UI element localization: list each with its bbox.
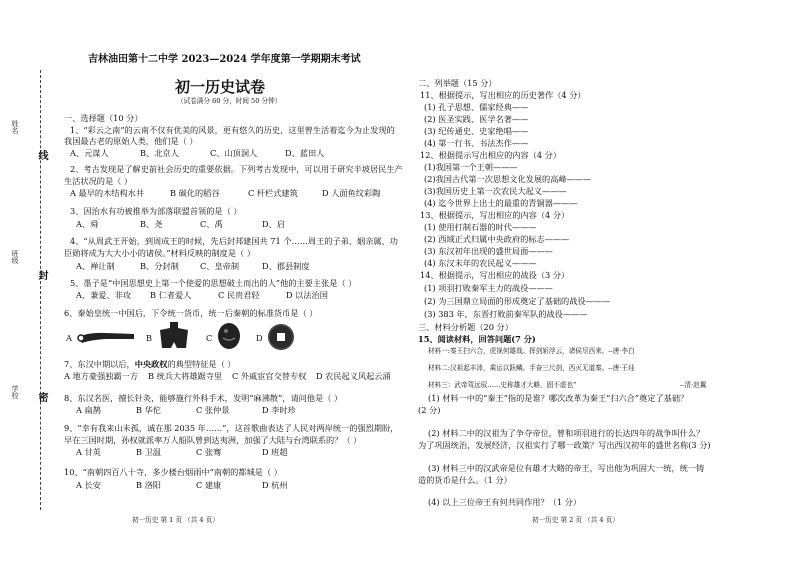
q2-option-a: A 最早的木结构水井 [70, 188, 145, 198]
q15-material3-source: --清·赵翼 [680, 381, 707, 389]
q3-option-a: A、舜 [76, 219, 99, 229]
seal-mark-seal: 封 [36, 270, 47, 280]
q10-stem: 10、“南朝四百八十寺，多少楼台烟雨中”南朝的都城是（ ） [64, 467, 282, 477]
q15-sub3-line2: 造的货币是什么。（1 分） [418, 475, 512, 485]
q15-sub2-line2: 为了巩固统治，发展经济，汉祖实行了哪一政策？写出西汉初年的盛世名称(3 分) [418, 440, 711, 450]
q9-stem-line1: 9、“幸有我来山未孤，诚在那 2035 年……”，这首歌曲表达了人民对两岸统一的强烈期盼， [64, 423, 399, 433]
q15-sub4: (4) 以上三位帝王有何共同作用？（1 分） [428, 497, 582, 507]
q7-stem-part2: 的典型特征是（ ） [167, 359, 236, 369]
q11-item-3: (3) 纪传通史、史家绝唱—— [424, 126, 529, 136]
page1-footer: 初一历史 第 1 页 （共 4 页） [132, 516, 219, 524]
q9-option-c: C 张骞 [196, 447, 222, 457]
q7-stem-part1: 7、东汉中期以后， [64, 359, 135, 369]
q2-stem-line2: 生活状况的是（ ） [64, 176, 133, 186]
q6-option-c-label: C [206, 333, 213, 343]
q4-stem-line1: 4、“从周武王开始，到周成王的时候，先后封邦建国共 71 个……周王的子弟、姻亲属、功 [70, 236, 398, 246]
q12-item-4: (4) 迄今世界上出土的最重的青铜器——— [424, 198, 578, 208]
q14-item-2: (2) 为三国鼎立局面的形成奠定了基础的战役——— [424, 296, 611, 306]
q15-sub3-line1: (3) 材料三中的汉武帝是位有雄才大略的帝王，写出他为巩固大一统，统一铸 [428, 463, 705, 473]
q13-item-4: (4) 东汉末年的农民起义——— [424, 258, 537, 268]
q1-stem-line2: 我国最古老的原始人类，他们是（ ） [64, 136, 198, 146]
q12-item-1: (1)我国第一个王朝——— [424, 162, 518, 172]
q10-option-b: B 洛阳 [136, 480, 161, 490]
q5-option-a: A、兼爱、非攻 [76, 290, 132, 300]
q11-stem: 11、根据提示，写出相应的历史著作（4 分） [420, 90, 586, 100]
q15-sub1-line1: (1) 材料一中的“秦王”指的是谁？哪次改革为秦王“扫六合”奠定了基础？ [428, 393, 689, 403]
q13-item-1: (1) 使用打制石器的时代——— [424, 222, 537, 232]
q9-option-d: D 班超 [262, 447, 288, 457]
q7-option-c: C 外戚宦官交替专权 [232, 371, 307, 381]
q6-option-b-label: B [146, 333, 153, 343]
q3-option-b: B、尧 [140, 219, 163, 229]
q4-option-b: B、分封制 [140, 261, 179, 271]
q10-option-d: D 杭州 [262, 480, 288, 490]
class-label: 班级 [11, 250, 19, 264]
q7-option-b: B 统兵大将雄踞寺里 [148, 371, 223, 381]
q14-stem: 14、根据提示，写出相应的战役（3 分） [420, 270, 570, 280]
q7-stem-bold: 中央政权 [134, 359, 168, 369]
q9-option-b: B 卫温 [136, 447, 161, 457]
seal-mark-line: 线 [36, 150, 47, 160]
q12-item-3: (3)我国历史上第一次农民大起义——— [424, 186, 567, 196]
q11-item-2: (2) 医圣实践、医学名著—— [424, 114, 529, 124]
q10-option-c: C 建康 [196, 480, 222, 490]
q15-material2: 材料二:汉祖起丰沛，乘运以跃鳞。手奋三尺剑，西灭无道秦。--唐·王珪 [428, 364, 635, 372]
seal-mark-secret: 密 [36, 392, 47, 402]
q10-option-a: A 长安 [76, 480, 101, 490]
q12-item-2: (2)我国古代第一次思想文化发展的高峰——— [424, 174, 592, 184]
q1-option-c: C、山顶洞人 [210, 148, 258, 158]
q8-option-a: A 扁鹊 [76, 405, 101, 415]
q13-item-2: (2) 西域正式归属中央政府的标志——— [424, 234, 570, 244]
school-label: 学校 [11, 385, 19, 399]
q8-option-c: C 张仲景 [196, 405, 230, 415]
q3-stem: 3、因治水有功被推举为部落联盟首领的是（ ） [70, 206, 242, 216]
q5-option-d: D 以法治国 [286, 290, 328, 300]
knife-coin-icon [76, 326, 138, 346]
q1-option-d: D、蓝田人 [285, 148, 325, 158]
q8-option-b: B 华佗 [136, 405, 161, 415]
q5-stem: 5、墨子是“中国思想史上第一个使爱的思想破土而出的人”他的主要主张是（ ） [70, 278, 357, 288]
q8-option-d: D 李时珍 [262, 405, 296, 415]
q4-stem-line2: 臣勋将成为大大小小的诸侯。”材料反映的制度是（ ） [64, 248, 256, 258]
q6-stem: 6、秦始皇统一中国后，下令统一货币，统一后秦朝的标准货币是（ ） [64, 308, 318, 318]
q5-option-b: B 仁者爱人 [150, 290, 192, 300]
exam-title: 初一历史试卷 [175, 78, 266, 96]
q4-option-c: C、皇帝制 [200, 261, 240, 271]
section3-heading: 三、材料分析题（20 分） [418, 322, 513, 332]
q3-option-d: D、启 [262, 219, 285, 229]
q1-option-b: B、北京人 [140, 148, 179, 158]
q8-stem: 8、东汉名医，擅长针灸，能够施行外科手术，发明“麻沸散”，请问他是（ ） [64, 393, 343, 403]
q15-material1: 材料一:秦王扫六合，虎视何雄哉。挥剑斩浮云，诸侯尽西来。--唐·李白 [428, 347, 635, 355]
q15-sub2-line1: (2) 材料二中的汉祖为了争夺帝位，曾和项羽进行的长达四年的战争叫什么？ [428, 428, 705, 438]
section2-heading: 二、列举题（15 分） [418, 78, 497, 88]
q4-option-d: D、郡县制度 [262, 261, 310, 271]
q1-option-a: A、元谋人 [70, 148, 109, 158]
q15-sub1-line2: (2 分) [418, 405, 441, 415]
q6-option-d-label: D [256, 333, 263, 343]
q9-stem-line2: 早在三国时期，孙权就派率万人船队曾到达夷洲，加强了大陆与台湾联系的？（ ） [64, 435, 362, 445]
q14-item-3: (3) 383 年，东晋打败前秦军队的战役——— [424, 309, 588, 319]
ant-nose-coin-icon [214, 322, 244, 350]
page2-footer: 初一历史 第 2 页 （共 4 页） [532, 516, 619, 524]
q11-item-4: (4) 第一行书、书法杰作—— [424, 138, 529, 148]
q2-stem-line1: 2、考古发现是了解史前社会历史的重要依据。下列考古发现中，可以用于研究半坡居民生产 [70, 164, 403, 174]
exam-info: （试卷满分 60 分，时间 50 分钟） [177, 97, 282, 105]
banliang-coin-icon [266, 322, 296, 352]
q14-item-1: (1) 项羽打败秦军主力的战役——— [424, 283, 553, 293]
q4-option-a: A、禅让制 [76, 261, 115, 271]
q15-stem: 15、阅读材料，回答问题(7 分) [418, 334, 536, 344]
name-label: 姓名 [11, 120, 19, 134]
q9-option-a: A 甘英 [76, 447, 101, 457]
q2-option-b: B 碳化的稻谷 [170, 188, 220, 198]
q3-option-c: C、禹 [200, 219, 223, 229]
q2-option-c: C 杆栏式建筑 [248, 188, 298, 198]
binding-line [40, 70, 41, 510]
q7-option-a: A 地方豪强独霸一方 [64, 371, 139, 381]
q12-stem: 12、根据提示写出相应的内容（4 分） [420, 150, 562, 160]
q7-stem [64, 359, 236, 369]
spade-coin-icon [156, 320, 192, 350]
q13-stem: 13、根据提示，写出相应的内容（4 分） [420, 210, 570, 220]
q7-option-d: D 农民起义风起云涌 [316, 371, 391, 381]
q15-material3: 材料三：武帝驾远驭……史称雄才大略，固不虚也” [428, 381, 577, 389]
section1-heading: 一、选择题（10 分） [64, 113, 143, 123]
q5-option-c: C 民贵君轻 [218, 290, 260, 300]
q13-item-3: (3) 东汉初年出现的盛世局面——— [424, 246, 553, 256]
q6-option-a-label: A [66, 333, 72, 343]
q11-item-1: (1) 孔子思想、儒家经典—— [424, 102, 529, 112]
q1-stem-line1: 1、“彩云之南”的云南不仅有优美的风景，更有悠久的历史，这里曾生活着迄今为止发现的 [70, 125, 395, 135]
q2-option-d: D 人面鱼纹彩陶 [322, 188, 381, 198]
school-title: 吉林油田第十二中学 2023—2024 学年度第一学期期末考试 [88, 54, 361, 65]
